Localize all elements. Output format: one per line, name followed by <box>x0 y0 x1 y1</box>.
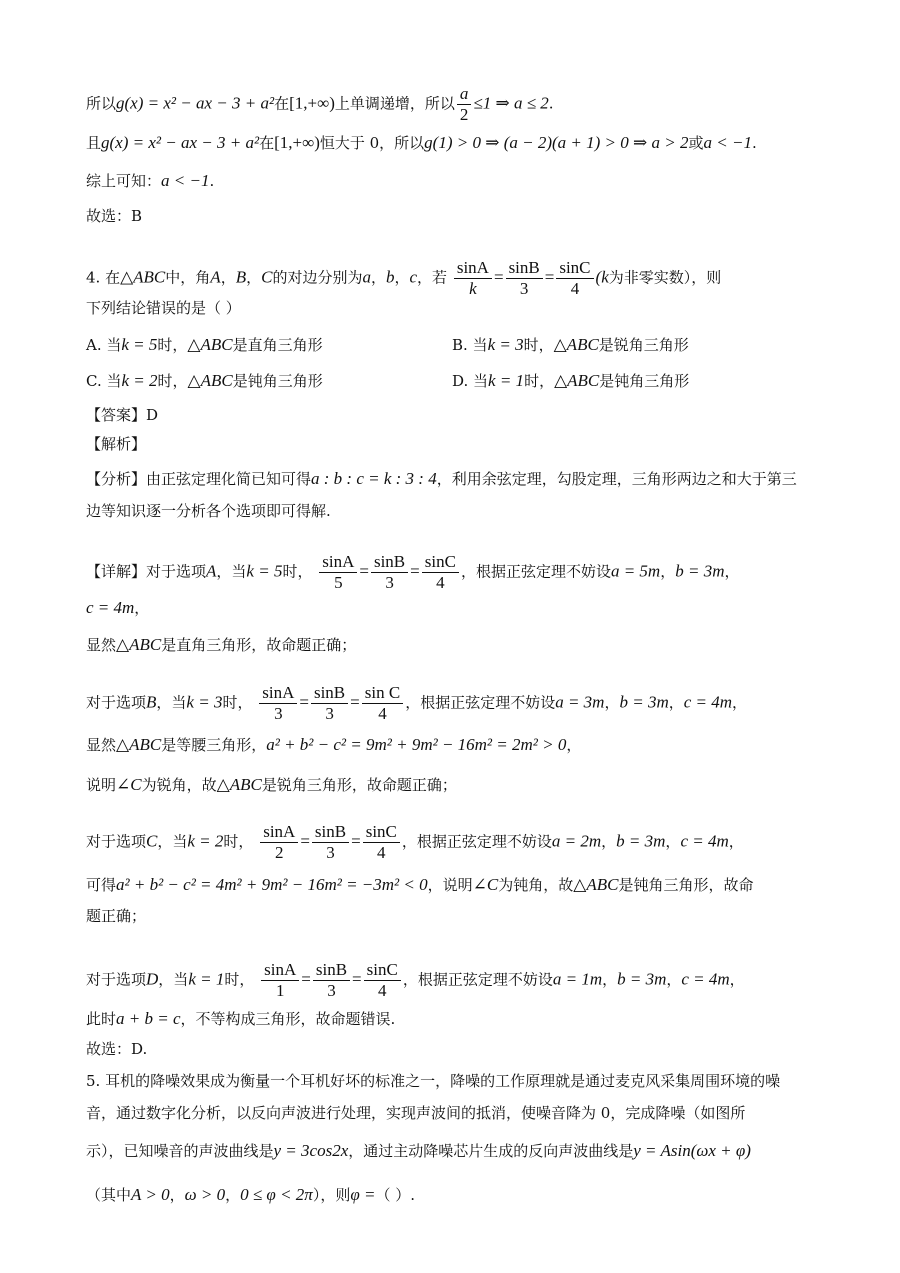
math: ω > 0 <box>184 1185 226 1204</box>
question-5-line-3 <box>86 1140 751 1162</box>
detail-d-line-2 <box>86 1008 395 1030</box>
math: φ = <box>350 1185 376 1204</box>
text: （ ）. <box>375 1186 416 1204</box>
numerator: sinA <box>259 683 297 704</box>
text: ， <box>660 562 676 581</box>
text: 可得 <box>86 876 117 894</box>
math: = <box>350 692 360 712</box>
text: ， <box>604 693 620 712</box>
detail-d-line-1 <box>86 960 745 1001</box>
text: ，当 <box>156 693 187 712</box>
text: C. 当 <box>86 372 122 390</box>
math: k = 3 <box>186 692 223 712</box>
math-angle: ∠C <box>472 875 499 894</box>
math-reverse-curve: y = Asin(ωx + φ) <box>633 1141 751 1160</box>
text: 【分析】由正弦定理化简已知可得 <box>86 470 312 488</box>
math-triangle: △ABC <box>554 371 600 390</box>
math-triangle: △ABC <box>553 335 599 354</box>
text: 为锐角，故 <box>141 776 217 794</box>
math: a = 2m <box>551 831 602 851</box>
math: b <box>385 267 395 287</box>
text: 是锐角三角形，故命题正确； <box>261 776 457 794</box>
math: C <box>261 267 273 287</box>
fraction <box>364 960 401 1001</box>
text: 时， <box>224 970 255 989</box>
text: 恒大于 0，所以 <box>319 134 425 152</box>
math-angle: ∠C <box>116 775 142 794</box>
fraction <box>259 683 297 724</box>
answer-label: 【答案】D <box>86 406 159 424</box>
question-5-line-2: 音，通过数字化分析，以反向声波进行处理，实现声波间的抵消，使噪音降为 0，完成降噪（如图所 <box>86 1104 746 1122</box>
text: 上单调递增，所以 <box>334 94 455 113</box>
math: c = 4m <box>683 692 733 712</box>
fraction <box>506 258 543 299</box>
math-noise-curve: y = 3cos2x <box>273 1141 349 1160</box>
numerator: sinA <box>261 960 299 981</box>
math: c = 4m <box>680 831 729 851</box>
math-identity: a² + b² − c² = 9m² + 9m² − 16m² = 2m² > 0 <box>266 735 567 754</box>
text: ， <box>728 832 744 851</box>
math: = <box>300 831 310 851</box>
denominator: 3 <box>519 279 529 298</box>
text: ，根据正弦定理不妨设 <box>402 970 553 989</box>
analysis-line-1 <box>86 468 797 490</box>
text: 4. 在 <box>86 268 121 287</box>
detail-a-line-2 <box>86 597 149 619</box>
text: . <box>751 134 757 152</box>
text: 对于选项 <box>86 970 147 989</box>
math: a = 5m <box>610 561 661 581</box>
text: 时， <box>524 372 555 390</box>
math: k = 3 <box>487 335 524 354</box>
answer-line-1: 故选：B <box>86 207 143 225</box>
math: k = 2 <box>187 831 224 851</box>
text: ，若 <box>417 268 448 287</box>
math: a = 3m <box>555 692 605 712</box>
text: ， <box>732 693 748 712</box>
denominator: 3 <box>385 573 394 592</box>
answer-line-2: 故选：D. <box>86 1040 148 1058</box>
math: = <box>544 267 555 287</box>
text: ），则 <box>312 1186 351 1204</box>
math: k = 1 <box>488 371 525 390</box>
math: b = 3m <box>617 969 667 989</box>
text: 且 <box>86 134 102 152</box>
math-triangle: △ABC <box>573 875 619 894</box>
math: c <box>409 267 418 287</box>
analysis-label: 【解析】 <box>86 435 147 453</box>
numerator: a <box>457 84 472 105</box>
fraction <box>422 552 459 593</box>
text: 是锐角三角形 <box>598 336 689 354</box>
detail-b-line-1 <box>86 683 747 724</box>
fraction <box>362 683 403 724</box>
text: ， <box>134 599 150 617</box>
math-triangle: △ABC <box>116 735 162 754</box>
detail-c-line-3: 题正确； <box>86 907 147 925</box>
math: k = 1 <box>188 969 225 989</box>
fraction <box>371 552 408 593</box>
math: b = 3m <box>616 831 666 851</box>
math: = <box>351 831 361 851</box>
text: ， <box>601 832 617 851</box>
solution-line-2 <box>86 132 757 154</box>
text: ，通过主动降噪芯片生成的反向声波曲线是 <box>348 1142 634 1160</box>
text: . <box>209 172 215 190</box>
denominator: 3 <box>326 843 335 862</box>
text: 【详解】对于选项 <box>86 562 207 581</box>
denominator: 4 <box>570 279 580 298</box>
math: b = 3m <box>675 561 725 581</box>
math-ineq: ≤1 ⇒ a ≤ 2 <box>473 93 549 113</box>
text: ，利用余弦定理，勾股定理，三角形两边之和大于第三 <box>436 470 797 488</box>
detail-c-line-2 <box>86 874 753 896</box>
text: 在 <box>274 94 290 113</box>
text: 显然 <box>86 636 117 654</box>
math: b = 3m <box>619 692 669 712</box>
math: a = 1m <box>552 969 603 989</box>
numerator: sinC <box>556 258 593 279</box>
denominator: 3 <box>325 704 334 723</box>
text: ，说明 <box>427 876 473 894</box>
text: 为钝角，故 <box>498 876 574 894</box>
text: 示），已知噪音的声波曲线是 <box>86 1142 274 1160</box>
math: A > 0 <box>131 1185 170 1204</box>
text: ， <box>225 1186 241 1204</box>
text: 显然 <box>86 736 117 754</box>
math: a <box>362 267 371 287</box>
text: 是钝角三角形 <box>599 372 690 390</box>
fraction <box>313 960 350 1001</box>
detail-c-line-1 <box>86 822 744 863</box>
text: ，当 <box>157 832 188 851</box>
math-ratio: a : b : c = k : 3 : 4 <box>311 469 437 488</box>
text: ， <box>220 268 236 287</box>
denominator: 4 <box>377 981 387 1000</box>
option-b <box>452 334 689 356</box>
math: = <box>301 969 311 989</box>
text: （其中 <box>86 1186 132 1204</box>
text: ， <box>665 832 681 851</box>
math-triangle: △ABC <box>216 775 262 794</box>
math-triangle: △ABC <box>187 371 233 390</box>
text: ， <box>246 268 262 287</box>
math-triangle: △ABC <box>116 635 162 654</box>
fraction <box>454 258 492 299</box>
text: 在 <box>259 134 275 152</box>
text: ， <box>666 970 682 989</box>
math-interval: [1,+∞) <box>274 133 320 152</box>
math-g: g(x) = x² − ax − 3 + a² <box>116 93 275 113</box>
text: ， <box>370 268 386 287</box>
text: 时， <box>157 336 188 354</box>
text: 或 <box>688 134 704 152</box>
text: 是钝角三角形，故命 <box>618 876 754 894</box>
math: = <box>493 267 504 287</box>
math-chain: g(1) > 0 ⇒ (a − 2)(a + 1) > 0 ⇒ a > 2 <box>424 133 689 152</box>
detail-b-line-2 <box>86 734 581 756</box>
text: 的对边分别为 <box>272 268 363 287</box>
fraction <box>319 552 357 593</box>
text: ，根据正弦定理不妨设 <box>460 562 611 581</box>
math-interval: [1,+∞) <box>289 93 335 113</box>
numerator: sinA <box>319 552 357 573</box>
fraction <box>556 258 593 299</box>
denominator: 5 <box>334 573 343 592</box>
text: D. 当 <box>452 372 489 390</box>
math: A <box>206 561 217 581</box>
text: 此时 <box>86 1010 117 1028</box>
text: ，根据正弦定理不妨设 <box>405 693 556 712</box>
text: 是钝角三角形 <box>232 372 323 390</box>
math: c = 4m <box>86 598 135 617</box>
option-d <box>452 370 689 392</box>
text: 所以 <box>86 94 117 113</box>
question-5-line-4 <box>86 1184 415 1206</box>
numerator: sinB <box>312 822 349 843</box>
fraction <box>363 822 400 863</box>
text: ， <box>394 268 410 287</box>
question-4-line-2: 下列结论错误的是（ ） <box>86 299 241 317</box>
math: a < −1 <box>703 133 752 152</box>
denominator: 4 <box>377 843 386 862</box>
math-triangle: △ABC <box>120 267 166 287</box>
option-c <box>86 370 323 392</box>
numerator: sinC <box>422 552 459 573</box>
text: . <box>548 94 554 113</box>
math-g: g(x) = x² − ax − 3 + a² <box>101 133 260 152</box>
text: 是等腰三角形， <box>161 736 267 754</box>
text: ，根据正弦定理不妨设 <box>401 832 552 851</box>
text: 中，角 <box>165 268 211 287</box>
text: ， <box>729 970 745 989</box>
numerator: sinB <box>506 258 543 279</box>
text: 时， <box>223 832 254 851</box>
text: 是直角三角形 <box>232 336 323 354</box>
denominator: k <box>469 279 477 298</box>
math: k = 5 <box>246 561 283 581</box>
text: ， <box>668 693 684 712</box>
numerator: sinC <box>364 960 401 981</box>
numerator: sinA <box>260 822 298 843</box>
text: 时， <box>222 693 253 712</box>
text: 对于选项 <box>86 832 147 851</box>
detail-a-line-1 <box>86 552 739 593</box>
text: B. 当 <box>452 336 488 354</box>
math: a + b = c <box>116 1009 181 1028</box>
math: A <box>210 267 221 287</box>
math: D <box>146 969 159 989</box>
math: k = 5 <box>121 335 158 354</box>
math: = <box>410 561 420 581</box>
math: B <box>235 267 247 287</box>
analysis-line-2: 边等知识逐一分析各个选项即可得解. <box>86 502 331 520</box>
solution-line-3 <box>86 170 214 192</box>
text: A. 当 <box>86 336 122 354</box>
math: C <box>146 831 158 851</box>
text: 时， <box>157 372 188 390</box>
detail-a-line-3 <box>86 634 356 656</box>
text: ， <box>602 970 618 989</box>
text: ， <box>566 736 582 754</box>
option-a <box>86 334 323 356</box>
math: a < −1 <box>161 171 210 190</box>
text: 时， <box>282 562 313 581</box>
text: ，不等构成三角形，故命题错误. <box>180 1010 396 1028</box>
fraction <box>260 822 298 863</box>
fraction <box>312 822 349 863</box>
numerator: sinB <box>311 683 348 704</box>
denominator: 2 <box>459 105 469 124</box>
detail-b-line-3 <box>86 774 457 796</box>
numerator: sinA <box>454 258 492 279</box>
math-triangle: △ABC <box>187 335 233 354</box>
math: c = 4m <box>681 969 730 989</box>
text: 综上可知： <box>86 172 162 190</box>
math: = <box>299 692 309 712</box>
question-4-line-1 <box>86 258 721 299</box>
text: ， <box>724 562 740 581</box>
text: 对于选项 <box>86 693 147 712</box>
text: ，当 <box>158 970 189 989</box>
math: = <box>359 561 369 581</box>
text: 为非零实数），则 <box>608 268 722 287</box>
math: (k <box>595 267 609 287</box>
fraction-a-over-2 <box>457 84 472 125</box>
numerator: sinC <box>363 822 400 843</box>
text: ， <box>169 1186 185 1204</box>
math: B <box>146 692 157 712</box>
question-5-line-1: 5. 耳机的降噪效果成为衡量一个耳机好坏的标准之一，降噪的工作原理就是通过麦克风采集周围环境的噪 <box>86 1072 781 1090</box>
fraction <box>311 683 348 724</box>
math: 0 ≤ φ < 2π <box>240 1185 313 1204</box>
text: 是直角三角形，故命题正确； <box>161 636 357 654</box>
numerator: sin C <box>362 683 403 704</box>
denominator: 4 <box>378 704 387 723</box>
denominator: 3 <box>327 981 336 1000</box>
math: = <box>352 969 362 989</box>
denominator: 2 <box>275 843 284 862</box>
numerator: sinB <box>371 552 408 573</box>
numerator: sinB <box>313 960 350 981</box>
text: 说明 <box>86 776 117 794</box>
text: ，当 <box>216 562 247 581</box>
denominator: 1 <box>275 981 285 1000</box>
solution-line-1 <box>86 84 554 125</box>
denominator: 3 <box>274 704 283 723</box>
text: 时， <box>523 336 554 354</box>
denominator: 4 <box>436 573 445 592</box>
fraction <box>261 960 299 1001</box>
math: k = 2 <box>121 371 158 390</box>
math-identity: a² + b² − c² = 4m² + 9m² − 16m² = −3m² < 0 <box>116 875 428 894</box>
